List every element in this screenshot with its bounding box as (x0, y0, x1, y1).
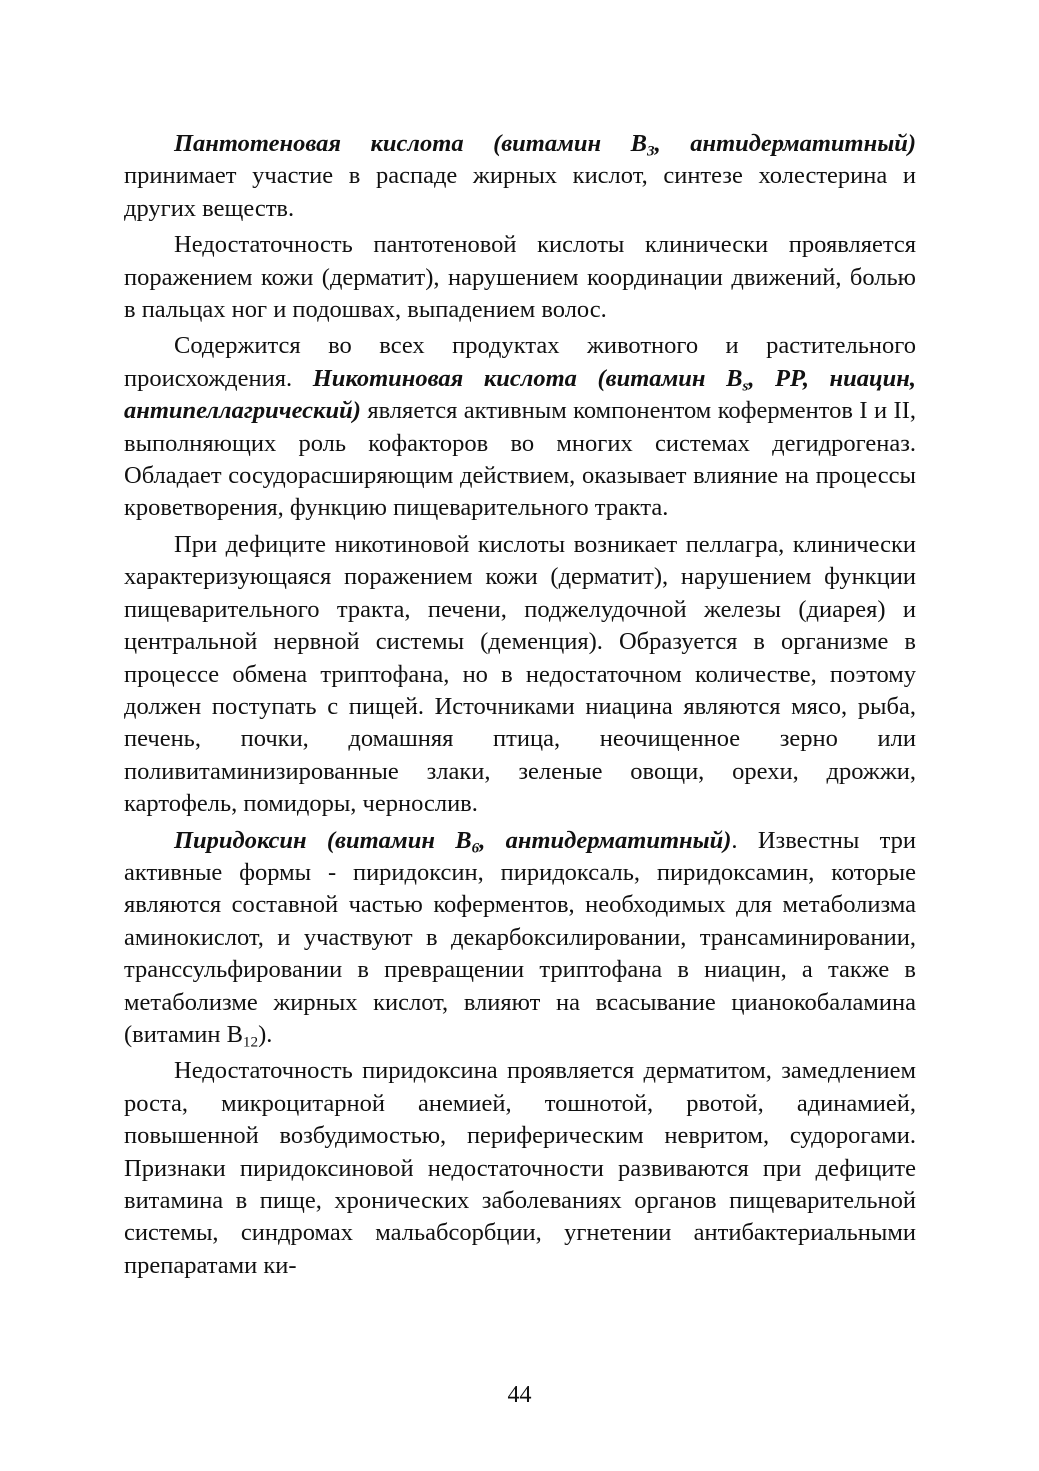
paragraph-text: ). (258, 1020, 273, 1048)
term-text: , антидерматитный) (479, 826, 732, 854)
term-text: Пиридоксин (витамин В (174, 826, 472, 854)
paragraph-text: принимает участие в распаде жирных кислот, синтезе холестерина и других веществ. (124, 162, 916, 222)
term-text: Никотиновая кислота (витамин В (312, 364, 743, 392)
term-pantothenic-acid (174, 130, 916, 160)
paragraph-text: является активным компонентом коферментов I и II, выполняющих роль кофакторов во многих системах дегидрогеназ. Обладает сосудорасширяющим действием, оказывает влияние на процессы кроветворения, функцию пищеварительного тракта. (124, 397, 916, 522)
term-subscript: 6 (471, 838, 480, 856)
term-subscript: 3 (647, 142, 655, 160)
paragraph-text: Недостаточность пиридоксина проявляется дерматитом, замедлением роста, микроцитарной анемией, тошнотой, рвотой, адинамией, повышенной возбудимостью, периферическим невритом, судорогами. Признаки пиридоксиновой недостаточности развиваются при дефиците витамина в пище, хронических заболеваниях органов пищеварительной системы, синдромах мальабсорбции, угнетении антибактериальными препаратами ки- (124, 1057, 916, 1279)
term-subscript: s (742, 377, 749, 395)
paragraph-pellagra (124, 529, 916, 821)
paragraph-text: Содержится во всех продуктах животного и растительного происхождения. (124, 332, 916, 392)
paragraph-pyridoxine-deficiency (124, 1055, 916, 1282)
term-pyridoxine (174, 827, 731, 854)
term-text: Пантотеновая кислота (витамин В (174, 130, 647, 157)
term-text: , антидерматитный) (654, 130, 916, 157)
page-body (124, 128, 916, 1282)
paragraph-text: При дефиците никотиновой кислоты возникает пеллагра, клинически характеризующаяся поражением кожи (дерматит), нарушением функции пищеварительного тракта, печени, поджелудочной железы (диарея) и центральной нервной системы (деменция). Образуется в организме в процессе обмена триптофана, но в недостаточном количестве, поэтому должен поступать с пищей. Источниками ниацина являются мясо, рыба, печень, почки, домашняя птица, неочищенное зерно или поливитаминизированные злаки, зеленые овощи, орехи, дрожжи, картофель, помидоры, чернослив. (124, 530, 916, 818)
paragraph-text: . Известны три активные формы - пиридоксин, пиридоксаль, пиридоксамин, которые являются составной частью коферментов, необходимых для метаболизма аминокислот, и участвуют в декарбоксилировании, трансаминировании, транссульфировании в превращении триптофана в ниацин, а также в метаболизме жирных кислот, влияют на всасывание цианокобаламина (витамин В (124, 826, 916, 1048)
text-subscript: 12 (242, 1033, 259, 1051)
paragraph-pyridoxine (124, 825, 916, 1052)
paragraph-nicotinic-acid (124, 330, 916, 524)
term-text: , РР, ниацин, антипеллагрический) (124, 364, 916, 425)
paragraph-pantothenic-acid (124, 128, 916, 225)
paragraph-pantothenic-deficiency (124, 229, 916, 326)
page-number: 44 (507, 1382, 532, 1408)
paragraph-text: Недостаточность пантотеновой кислоты клинически проявляется поражением кожи (дерматит), нарушением координации движений, болью в пальцах ног и подошвах, выпадением волос. (124, 231, 916, 324)
